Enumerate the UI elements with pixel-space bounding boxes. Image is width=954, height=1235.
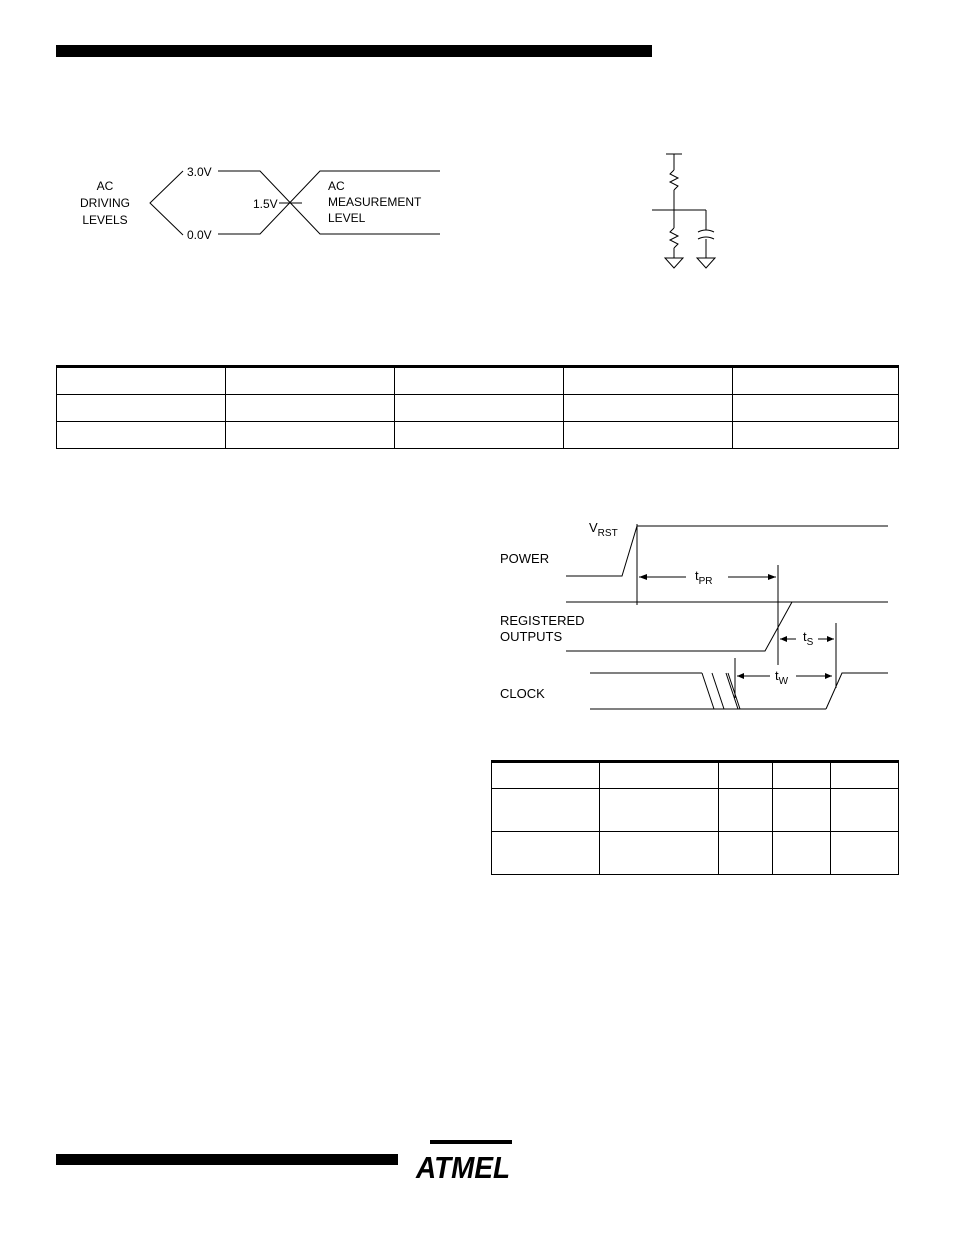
- registered-outputs-label-line-1: REGISTERED: [500, 613, 585, 628]
- driving-bracket: [150, 171, 183, 235]
- low-level-label: 0.0V: [187, 228, 212, 242]
- mid-level-label: 1.5V: [253, 197, 278, 211]
- power-up-timing-diagram: [490, 510, 890, 720]
- ac-levels-diagram: [70, 155, 450, 255]
- load-resistor-lower: [670, 228, 678, 248]
- tpr-label: $t_{PR}$: [695, 568, 713, 587]
- ground-symbol-2: [697, 258, 715, 268]
- test-load-schematic: [650, 148, 730, 273]
- outputs-low-waveform: [566, 602, 792, 651]
- vrst-label: $V_{RST}$: [589, 520, 618, 539]
- load-resistor-upper: [670, 170, 678, 190]
- measurement-label-line-1: AC: [328, 179, 345, 193]
- measurement-label-line-2: MEASUREMENT: [328, 195, 422, 209]
- header-bar: [56, 45, 652, 57]
- atmel-logo: [412, 1136, 516, 1186]
- table-row: [57, 422, 899, 449]
- clock-label: CLOCK: [500, 686, 545, 701]
- footer-bar: [56, 1154, 398, 1165]
- driving-label-line-3: LEVELS: [82, 213, 128, 227]
- table-row: [57, 367, 899, 395]
- table-row: [492, 832, 899, 875]
- table-row: [57, 395, 899, 422]
- measurement-label-line-3: LEVEL: [328, 211, 366, 225]
- clock-rising-edge: [826, 673, 888, 709]
- high-level-label: 3.0V: [187, 165, 212, 179]
- registered-outputs-label-line-2: OUTPUTS: [500, 629, 563, 644]
- power-label: POWER: [500, 551, 550, 566]
- ts-label: $t_S$: [803, 629, 814, 648]
- load-capacitor: [698, 230, 714, 239]
- driving-label-line-1: AC: [96, 179, 114, 193]
- tw-label: $t_W$: [775, 668, 789, 687]
- atmel-logo-text: ATMEL: [415, 1150, 510, 1185]
- table-row: [492, 789, 899, 832]
- ground-symbol-1: [665, 258, 683, 268]
- table-row: [492, 762, 899, 789]
- ac-characteristics-table: [56, 365, 899, 449]
- power-up-reset-table: [491, 760, 899, 875]
- driving-label-line-2: DRIVING: [79, 196, 131, 210]
